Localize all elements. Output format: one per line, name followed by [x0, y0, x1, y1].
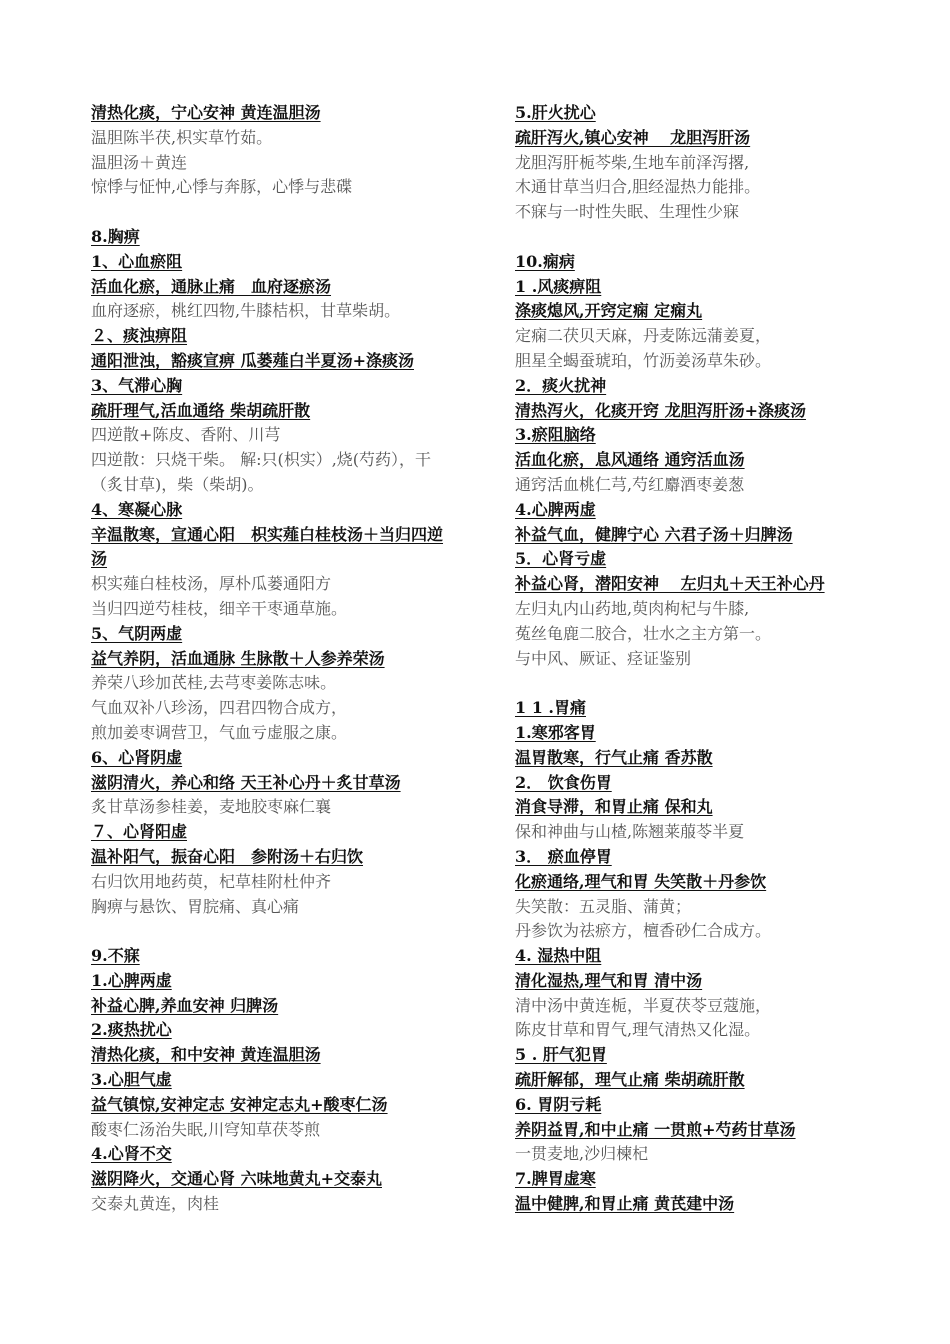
- heading-line: 温中健脾,和胃止痛 黄芪建中汤: [515, 1194, 735, 1214]
- heading-line: 1 .风痰痹阻: [515, 276, 602, 296]
- text-line: 左归丸内山药地,萸肉枸杞与牛膝,: [515, 598, 750, 618]
- heading-line: 9.不寐: [91, 946, 140, 966]
- text-line: 不寐与一时性失眠、生理性少寐: [515, 202, 740, 222]
- heading-line: 5.肝火扰心: [515, 103, 596, 122]
- heading-line: 1、心血瘀阻: [91, 251, 183, 271]
- heading-line: 3． 瘀血停胃: [515, 846, 612, 866]
- text-line: 养荣八珍加芪桂,去芎枣姜陈志味。: [91, 673, 337, 693]
- heading-line: 2.痰热扰心: [91, 1020, 172, 1040]
- text-line: 通窍活血桃仁芎,芍红麝酒枣姜葱: [515, 474, 745, 494]
- text-line: 煎加姜枣调营卫，气血亏虚服之康。: [91, 722, 348, 742]
- heading-line: 疏肝理气,活血通络 柴胡疏肝散: [91, 400, 311, 420]
- heading-line: 滋阴清火，养心和络 天王补心丹＋炙甘草汤: [91, 772, 401, 792]
- text-line: 龙胆泻肝栀芩柴,生地车前泽泻撂,: [515, 152, 750, 172]
- text-line: 菟丝龟鹿二胶合，壮水之主方第一。: [515, 623, 772, 643]
- heading-line: 4. 湿热中阻: [515, 946, 602, 966]
- text-line: 保和神曲与山楂,陈翘莱菔苓半夏: [515, 822, 745, 842]
- text-line: 血府逐瘀，桃红四物,牛膝桔枳，甘草柴胡。: [91, 301, 401, 321]
- heading-line: ２、痰浊痹阻: [91, 326, 188, 346]
- text-line: 一贯麦地,沙归楝杞: [515, 1144, 649, 1164]
- text-line: 清中汤中黄连栀，半夏茯苓豆蔻施，: [515, 995, 772, 1015]
- heading-line: 5 . 肝气犯胃: [515, 1045, 607, 1065]
- text-line: （炙甘草)，柴（柴胡)。: [91, 474, 264, 494]
- text-line: 胆星全蝎蚕琥珀，竹沥姜汤草朱砂。: [515, 350, 772, 370]
- heading-line: 通阳泄浊，豁痰宣痹 瓜蒌薤白半夏汤+涤痰汤: [91, 350, 414, 370]
- text-line: 枳实薤白桂枝汤，厚朴瓜蒌通阳方: [91, 574, 332, 594]
- heading-line: 补益气血，健脾宁心 六君子汤＋归脾汤: [515, 524, 793, 544]
- heading-line: 6、心肾阴虚: [91, 747, 183, 767]
- text-line: 温胆汤＋黄连: [91, 152, 188, 172]
- heading-line: 清化湿热,理气和胃 清中汤: [515, 970, 703, 990]
- text-line: 右归饮用地药萸，杞草桂附杜仲齐: [91, 871, 332, 891]
- text-line: 四逆散：只烧干柴。 解:只(枳实）,烧(芍药），干: [91, 450, 432, 470]
- heading-line: 滋阴降火，交通心肾 六味地黄丸+交泰丸: [91, 1169, 382, 1189]
- heading-line: 清热化痰，和中安神 黄连温胆汤: [91, 1045, 321, 1065]
- heading-line: 清热化痰，宁心安神 黄连温胆汤: [91, 103, 321, 122]
- text-line: 定痫二茯贝天麻，丹麦陈远蒲姜夏，: [515, 326, 772, 346]
- blank-line: [91, 200, 509, 225]
- heading-line: 4.心肾不交: [91, 1144, 172, 1164]
- heading-line: 6. 胃阴亏耗: [515, 1094, 602, 1114]
- heading-line: 活血化瘀，息风通络 通窍活血汤: [515, 450, 745, 470]
- heading-line: 补益心肾，潜阳安神 左归丸＋天王补心丹: [515, 574, 825, 594]
- heading-line: 3、气滞心胸: [91, 375, 183, 395]
- blank-line: [515, 671, 890, 696]
- text-line: 四逆散+陈皮、香附、川芎: [91, 425, 281, 445]
- heading-line: 1 1 .胃痛: [515, 698, 586, 718]
- heading-line: 5．心肾亏虚: [515, 549, 607, 569]
- heading-line: 2． 饮食伤胃: [515, 772, 612, 792]
- heading-line: 清热泻火，化痰开窍 龙胆泻肝汤+涤痰汤: [515, 400, 806, 420]
- heading-line: 5、气阴两虚: [91, 623, 183, 643]
- text-line: 炙甘草汤参桂姜，麦地胶枣麻仁襄: [91, 797, 332, 817]
- heading-line: 益气养阴，活血通脉 生脉散＋人参养荣汤: [91, 648, 385, 668]
- text-line: 气血双补八珍汤，四君四物合成方，: [91, 698, 348, 718]
- heading-line: 养阴益胃,和中止痛 一贯煎+芍药甘草汤: [515, 1119, 796, 1139]
- blank-line: [91, 919, 509, 944]
- text-line: 当归四逆芍桂枝，细辛干枣通草施。: [91, 598, 348, 618]
- heading-line: 化瘀通络,理气和胃 失笑散＋丹参饮: [515, 871, 767, 891]
- left-column: [91, 101, 509, 1217]
- text-line: 木通甘草当归合,胆经湿热力能排。: [515, 177, 761, 197]
- text-line: 酸枣仁汤治失眠,川穹知草茯苓煎: [91, 1119, 321, 1139]
- text-line: 与中风、厥证、痉证鉴别: [515, 648, 692, 668]
- heading-line: 补益心脾,养血安神 归脾汤: [91, 995, 279, 1015]
- text-line: 温胆陈半茯,枳实草竹茹。: [91, 127, 273, 147]
- heading-line: 疏肝解郁，理气止痛 柴胡疏肝散: [515, 1070, 745, 1090]
- heading-line: 活血化瘀，通脉止痛 血府逐瘀汤: [91, 276, 332, 296]
- heading-line: 4、寒凝心脉: [91, 499, 183, 519]
- heading-line: 温胃散寒，行气止痛 香苏散: [515, 747, 713, 767]
- heading-line: 3.心胆气虚: [91, 1070, 172, 1090]
- blank-line: [515, 225, 890, 250]
- text-line: 失笑散：五灵脂、蒲黄；: [515, 896, 692, 916]
- heading-line: 疏肝泻火,镇心安神 龙胆泻肝汤: [515, 127, 751, 147]
- heading-line: 涤痰熄风,开窍定痫 定痫丸: [515, 301, 703, 321]
- heading-line: 1.寒邪客胃: [515, 722, 596, 742]
- right-column: [515, 101, 890, 1217]
- text-line: 陈皮甘草和胃气,理气清热又化湿。: [515, 1020, 761, 1040]
- text-line: 惊悸与怔忡,心悸与奔豚，心悸与悲碟: [91, 177, 353, 197]
- heading-line: 10.痫病: [515, 251, 575, 271]
- heading-line: 消食导滞，和胃止痛 保和丸: [515, 797, 713, 817]
- heading-line: 2．痰火扰神: [515, 375, 607, 395]
- heading-line: 8.胸痹: [91, 226, 140, 246]
- heading-line: 汤: [91, 549, 108, 569]
- heading-line: 益气镇惊,安神定志 安神定志丸+酸枣仁汤: [91, 1094, 388, 1114]
- heading-line: 4.心脾两虚: [515, 499, 596, 519]
- heading-line: 辛温散寒，宣通心阳 枳实薤白桂枝汤＋当归四逆: [91, 524, 444, 544]
- heading-line: 3.瘀阻脑络: [515, 425, 596, 445]
- text-line: 交泰丸黄连，肉桂: [91, 1194, 220, 1214]
- text-line: 胸痹与悬饮、胃脘痛、真心痛: [91, 896, 300, 916]
- heading-line: 温补阳气，振奋心阳 参附汤＋右归饮: [91, 846, 364, 866]
- heading-line: 1.心脾两虚: [91, 970, 172, 990]
- text-line: 丹参饮为祛瘀方，檀香砂仁合成方。: [515, 921, 772, 941]
- heading-line: 7.脾胃虚寒: [515, 1169, 596, 1189]
- heading-line: ７、心肾阳虚: [91, 822, 188, 842]
